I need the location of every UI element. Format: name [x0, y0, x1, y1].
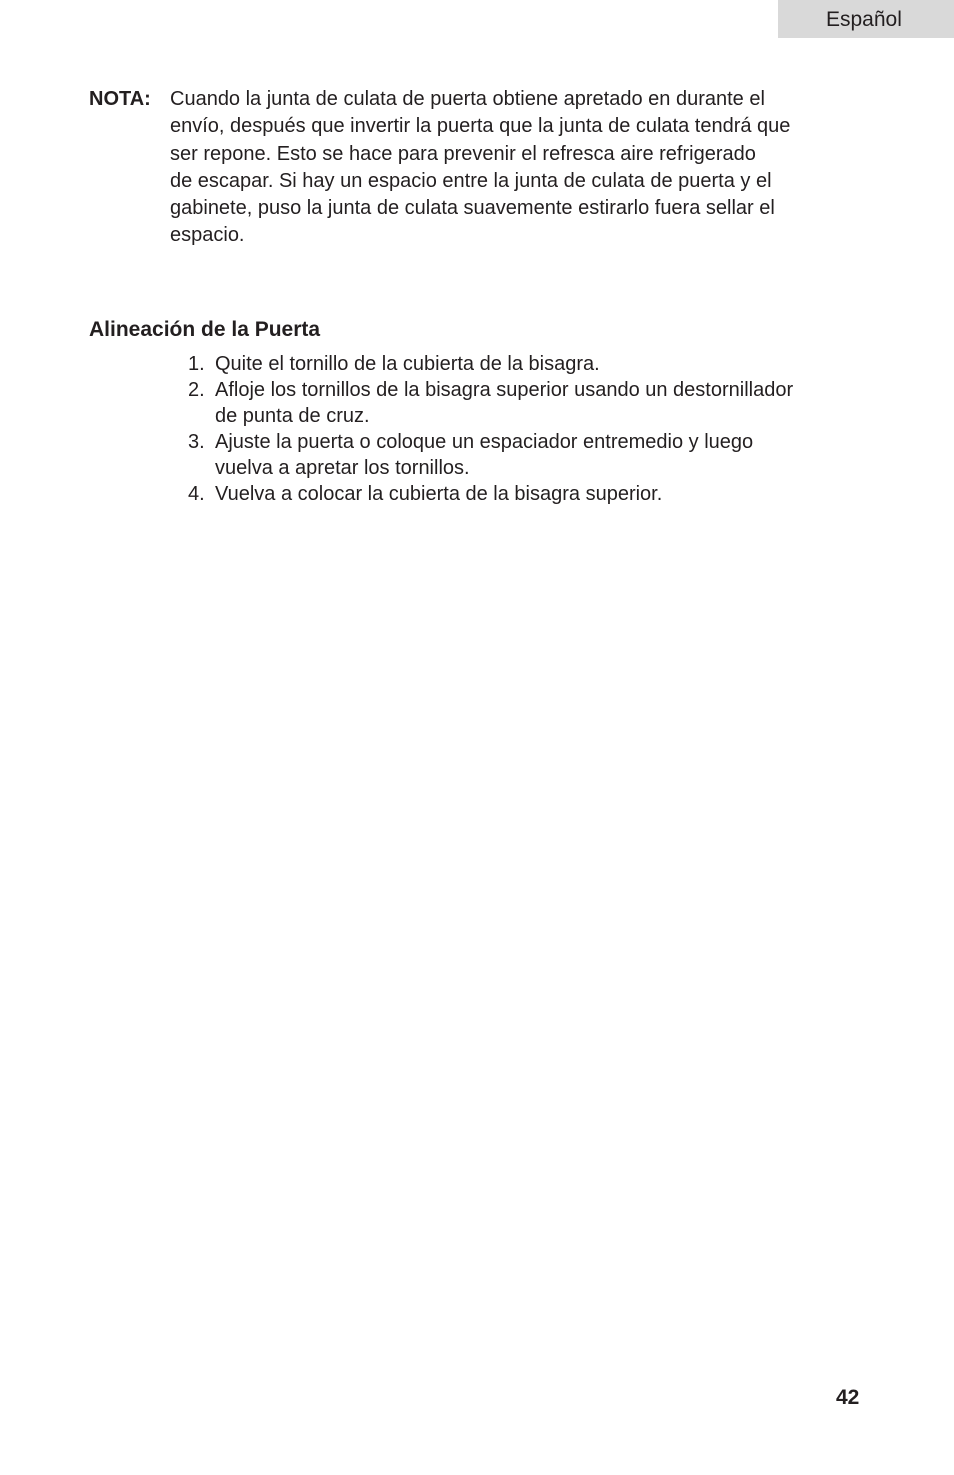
- step-item: [188, 377, 868, 429]
- section-heading: Alineación de la Puerta: [89, 318, 321, 341]
- note-text: [170, 86, 790, 250]
- step-number: 4.: [188, 483, 205, 505]
- step-number: 3.: [188, 431, 205, 453]
- note-line: espacio.: [170, 224, 245, 247]
- step-text: Ajuste la puerta o coloque un espaciador entremedio y luego: [215, 431, 754, 453]
- step-text: de punta de cruz.: [215, 405, 370, 427]
- note-line: envío, después que invertir la puerta que la junta de culata tendrá que: [170, 115, 791, 138]
- language-tab: Español: [778, 0, 954, 38]
- step-text: Afloje los tornillos de la bisagra superior usando un destornillador: [215, 379, 794, 401]
- step-text: Quite el tornillo de la cubierta de la bisagra.: [215, 353, 600, 375]
- step-text: Vuelva a colocar la cubierta de la bisagra superior.: [215, 483, 663, 505]
- step-item: [188, 481, 868, 507]
- note-line: de escapar. Si hay un espacio entre la junta de culata de puerta y el: [170, 169, 772, 192]
- note-line: Cuando la junta de culata de puerta obtiene apretado en durante el: [170, 88, 765, 110]
- step-text: vuelva a apretar los tornillos.: [215, 457, 470, 479]
- step-number: 1.: [188, 353, 205, 375]
- step-item: [188, 351, 868, 377]
- step-number: 2.: [188, 379, 205, 401]
- note-line: gabinete, puso la junta de culata suavemente estirarlo fuera sellar el: [170, 197, 775, 220]
- steps-list: [188, 351, 868, 507]
- page-number: 42: [836, 1386, 860, 1409]
- note-label: NOTA:: [89, 88, 151, 110]
- note-line: ser repone. Esto se hace para prevenir el refresca aire refrigerado: [170, 142, 756, 165]
- step-item: [188, 429, 868, 481]
